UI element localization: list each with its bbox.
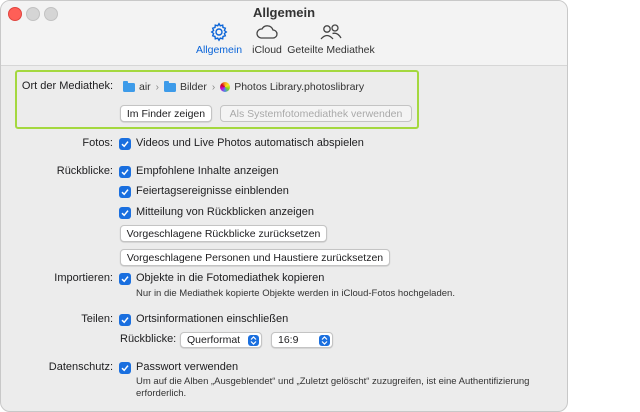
chevron-updown-icon [319,335,330,346]
importing-label: Importieren: [54,272,113,284]
checkmark-icon [121,188,129,196]
tab-shared-label: Geteilte Mediathek [287,44,375,56]
path-segment-pictures: Bilder [180,81,207,93]
use-password-checkbox[interactable] [119,362,131,374]
tab-icloud-label: iCloud [252,44,282,56]
folder-icon [164,83,176,92]
tab-shared-library[interactable] [288,22,374,64]
tab-icloud[interactable] [247,22,287,64]
photos-label: Fotos: [82,137,113,149]
path-separator: › [211,81,216,93]
memories-label: Rückblicke: [56,165,113,177]
holiday-events-checkbox[interactable] [119,186,131,198]
copy-to-library-label: Objekte in die Fotomediathek kopieren [136,272,325,284]
privacy-label: Datenschutz: [48,361,113,373]
featured-content-checkbox[interactable] [119,166,131,178]
share-memories-label: Rückblicke: [120,333,177,345]
orientation-popup[interactable] [180,332,262,348]
path-segment-library: Photos Library.photoslibrary [234,81,365,93]
checkmark-icon [121,140,129,148]
aspect-ratio-popup[interactable] [271,332,333,348]
window-title: Allgemein [252,5,316,20]
tab-general-label: Allgemein [195,44,243,56]
memories-notifications-label: Mitteilung von Rückblicken anzeigen [136,206,314,218]
tab-general[interactable] [193,22,245,64]
memories-notifications-checkbox[interactable] [119,207,131,219]
import-note: Nur in die Mediathek kopierte Objekte werden in iCloud-Fotos hochgeladen. [136,288,455,299]
reset-suggested-memories-button[interactable]: Vorgeschlagene Rückblicke zurücksetzen [120,225,327,242]
show-in-finder-button[interactable]: Im Finder zeigen [120,105,212,122]
checkmark-icon [121,316,129,324]
use-password-label: Passwort verwenden [136,361,239,373]
include-location-label: Ortsinformationen einschließen [136,313,289,325]
aspect-ratio-value: 16:9 [278,334,299,346]
include-location-checkbox[interactable] [119,314,131,326]
holiday-events-label: Feiertagsereignisse einblenden [136,185,289,197]
use-as-system-library-button[interactable]: Als Systemfotomediathek verwenden [220,105,412,122]
chevron-updown-icon [248,335,259,346]
orientation-value: Querformat [187,334,241,346]
checkmark-icon [121,275,129,283]
copy-to-library-checkbox[interactable] [119,273,131,285]
sharing-label: Teilen: [81,313,113,325]
path-segment-user: air [139,81,151,93]
featured-content-label: Empfohlene Inhalte anzeigen [136,165,279,177]
people-icon [318,22,344,42]
reset-people-pets-button[interactable]: Vorgeschlagene Personen und Haustiere zurücksetzen [120,249,390,266]
path-separator: › [155,81,160,93]
privacy-note: Um auf die Alben „Ausgeblendet“ und „Zuletzt gelöscht“ zuzugreifen, ist eine Authentifizierung erforderlich. [136,376,530,399]
photos-library-icon [220,82,230,92]
checkmark-icon [121,364,129,372]
toolbar [1,1,567,66]
autoplay-checkbox[interactable] [119,138,131,150]
cloud-icon [255,22,279,42]
library-location-label: Ort der Mediathek: [21,80,113,92]
folder-icon [123,83,135,92]
checkmark-icon [121,168,129,176]
library-path [123,80,364,94]
checkmark-icon [121,209,129,217]
autoplay-label: Videos und Live Photos automatisch abspielen [136,137,364,149]
gear-icon [209,22,229,42]
